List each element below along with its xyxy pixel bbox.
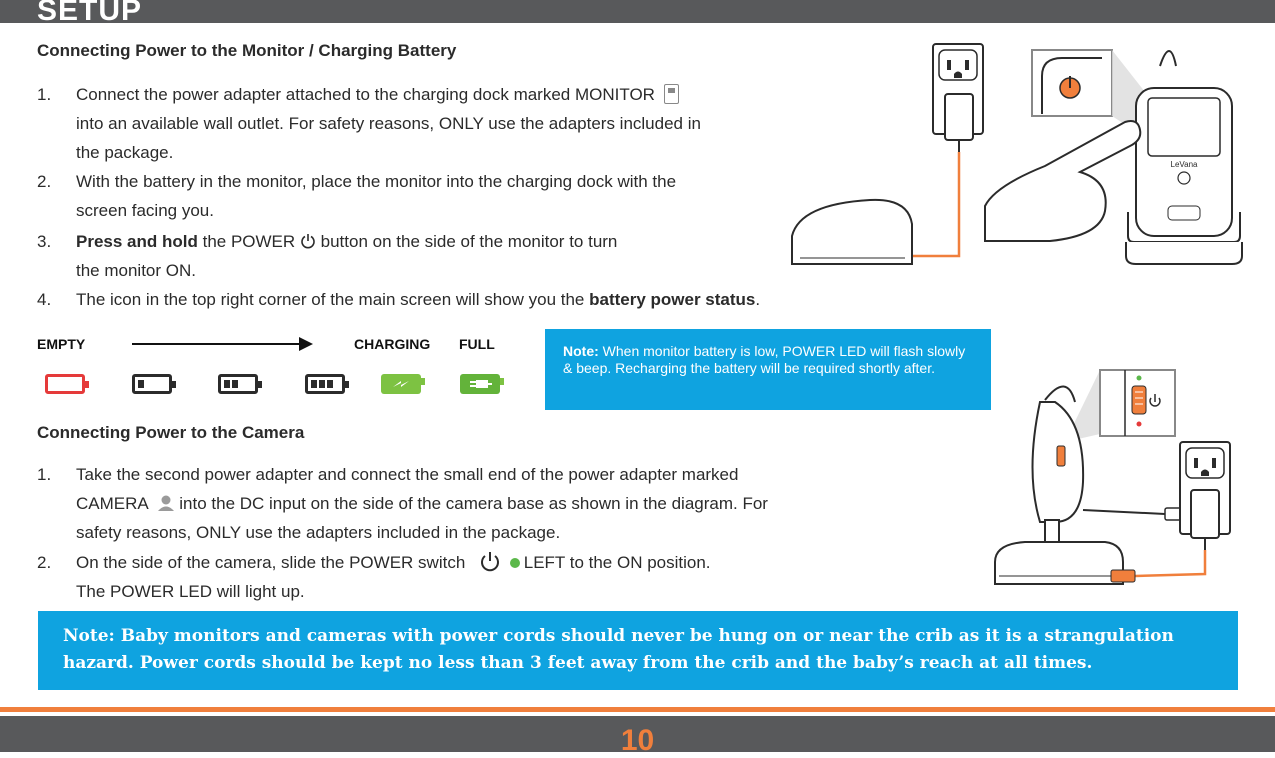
camera-illustration [985,362,1270,592]
monitor-icon [664,84,679,104]
section-heading-camera: Connecting Power to the Camera [37,423,305,442]
power-switch-icon [478,551,502,573]
footer-divider [0,707,1275,712]
battery-legend [37,334,517,404]
battery-medium-icon [218,374,258,394]
header-bar [0,0,1275,23]
section-heading-monitor: Connecting Power to the Monitor / Charging Battery [37,41,457,60]
monitor-charging-illustration [780,36,1270,268]
note-cord-safety: Note: Baby monitors and cameras with power cords should never be hung on or near the crib as it is a strangulation hazard. Power cords should be kept no less than 3 feet away from the crib and the baby’s reach at all times. [38,611,1238,690]
battery-charging-icon [381,374,421,394]
battery-empty-icon [45,374,85,394]
battery-low-icon [132,374,172,394]
battery-high-icon [305,374,345,394]
page-title: SETUP [37,0,143,23]
power-icon [300,233,316,249]
led-green-icon [510,558,520,568]
camera-person-icon [157,494,175,512]
empty-label: EMPTY [37,336,86,352]
arrow-right-icon [132,343,307,345]
note-low-battery: Note: When monitor battery is low, POWER LED will flash slowly & beep. Recharging the battery will be required shortly after. [545,329,991,410]
page-number: 10 [620,724,655,757]
battery-full-plug-icon [460,374,500,394]
charging-label: CHARGING [354,336,431,352]
brand-logo: LeVana [1170,160,1198,169]
full-label: FULL [459,336,495,352]
